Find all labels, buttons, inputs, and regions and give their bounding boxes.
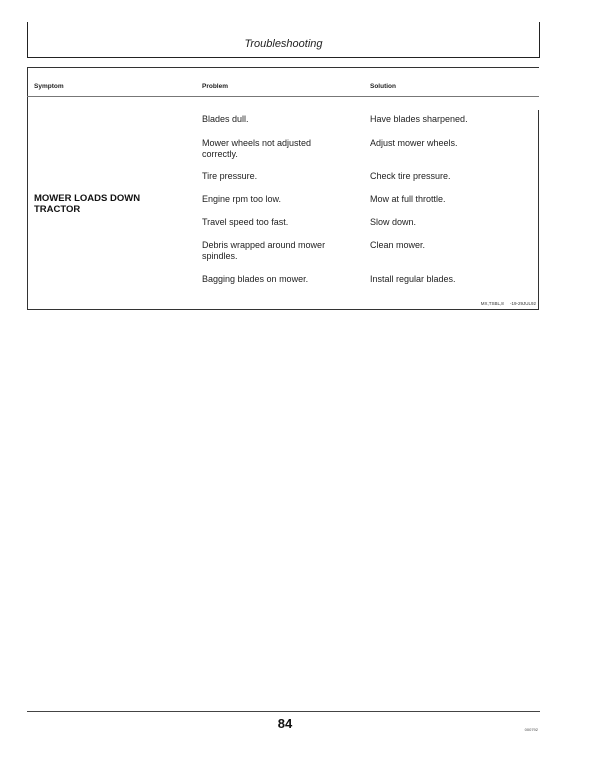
header-divider: [27, 57, 540, 58]
solution-cell: Mow at full throttle.: [370, 194, 446, 204]
table-border-gap: [538, 68, 539, 110]
problem-cell: Engine rpm too low.: [202, 194, 282, 204]
solution-cell: Have blades sharpened.: [370, 114, 468, 124]
solution-cell: Install regular blades.: [370, 274, 456, 284]
column-header-problem: Problem: [202, 83, 229, 90]
solution-cell: Clean mower.: [370, 240, 426, 250]
document-id: MX,TSBL,8 -19-29JUL92: [480, 301, 536, 306]
problem-cell: Tire pressure.: [202, 171, 258, 181]
solution-cell: Check tire pressure.: [370, 171, 451, 181]
problem-cell: Blades dull.: [202, 114, 249, 124]
problem-cell: Bagging blades on mower.: [202, 274, 309, 284]
problem-cell: Travel speed too fast.: [202, 217, 289, 227]
solution-cell: Slow down.: [370, 217, 417, 227]
column-header-solution: Solution: [370, 83, 396, 90]
solution-cell: Adjust mower wheels.: [370, 138, 458, 148]
problem-cell: Debris wrapped around mower spindles.: [202, 240, 326, 261]
footer-code: 000792: [524, 727, 538, 732]
page-number: 84: [277, 716, 293, 731]
column-header-divider: [27, 96, 539, 97]
page-title: Troubleshooting: [244, 38, 323, 50]
problem-cell: Mower wheels not adjusted correctly.: [202, 138, 312, 159]
column-header-symptom: Symptom: [34, 83, 64, 90]
symptom-text: MOWER LOADS DOWN TRACTOR: [34, 193, 141, 215]
footer-divider: [27, 711, 540, 712]
